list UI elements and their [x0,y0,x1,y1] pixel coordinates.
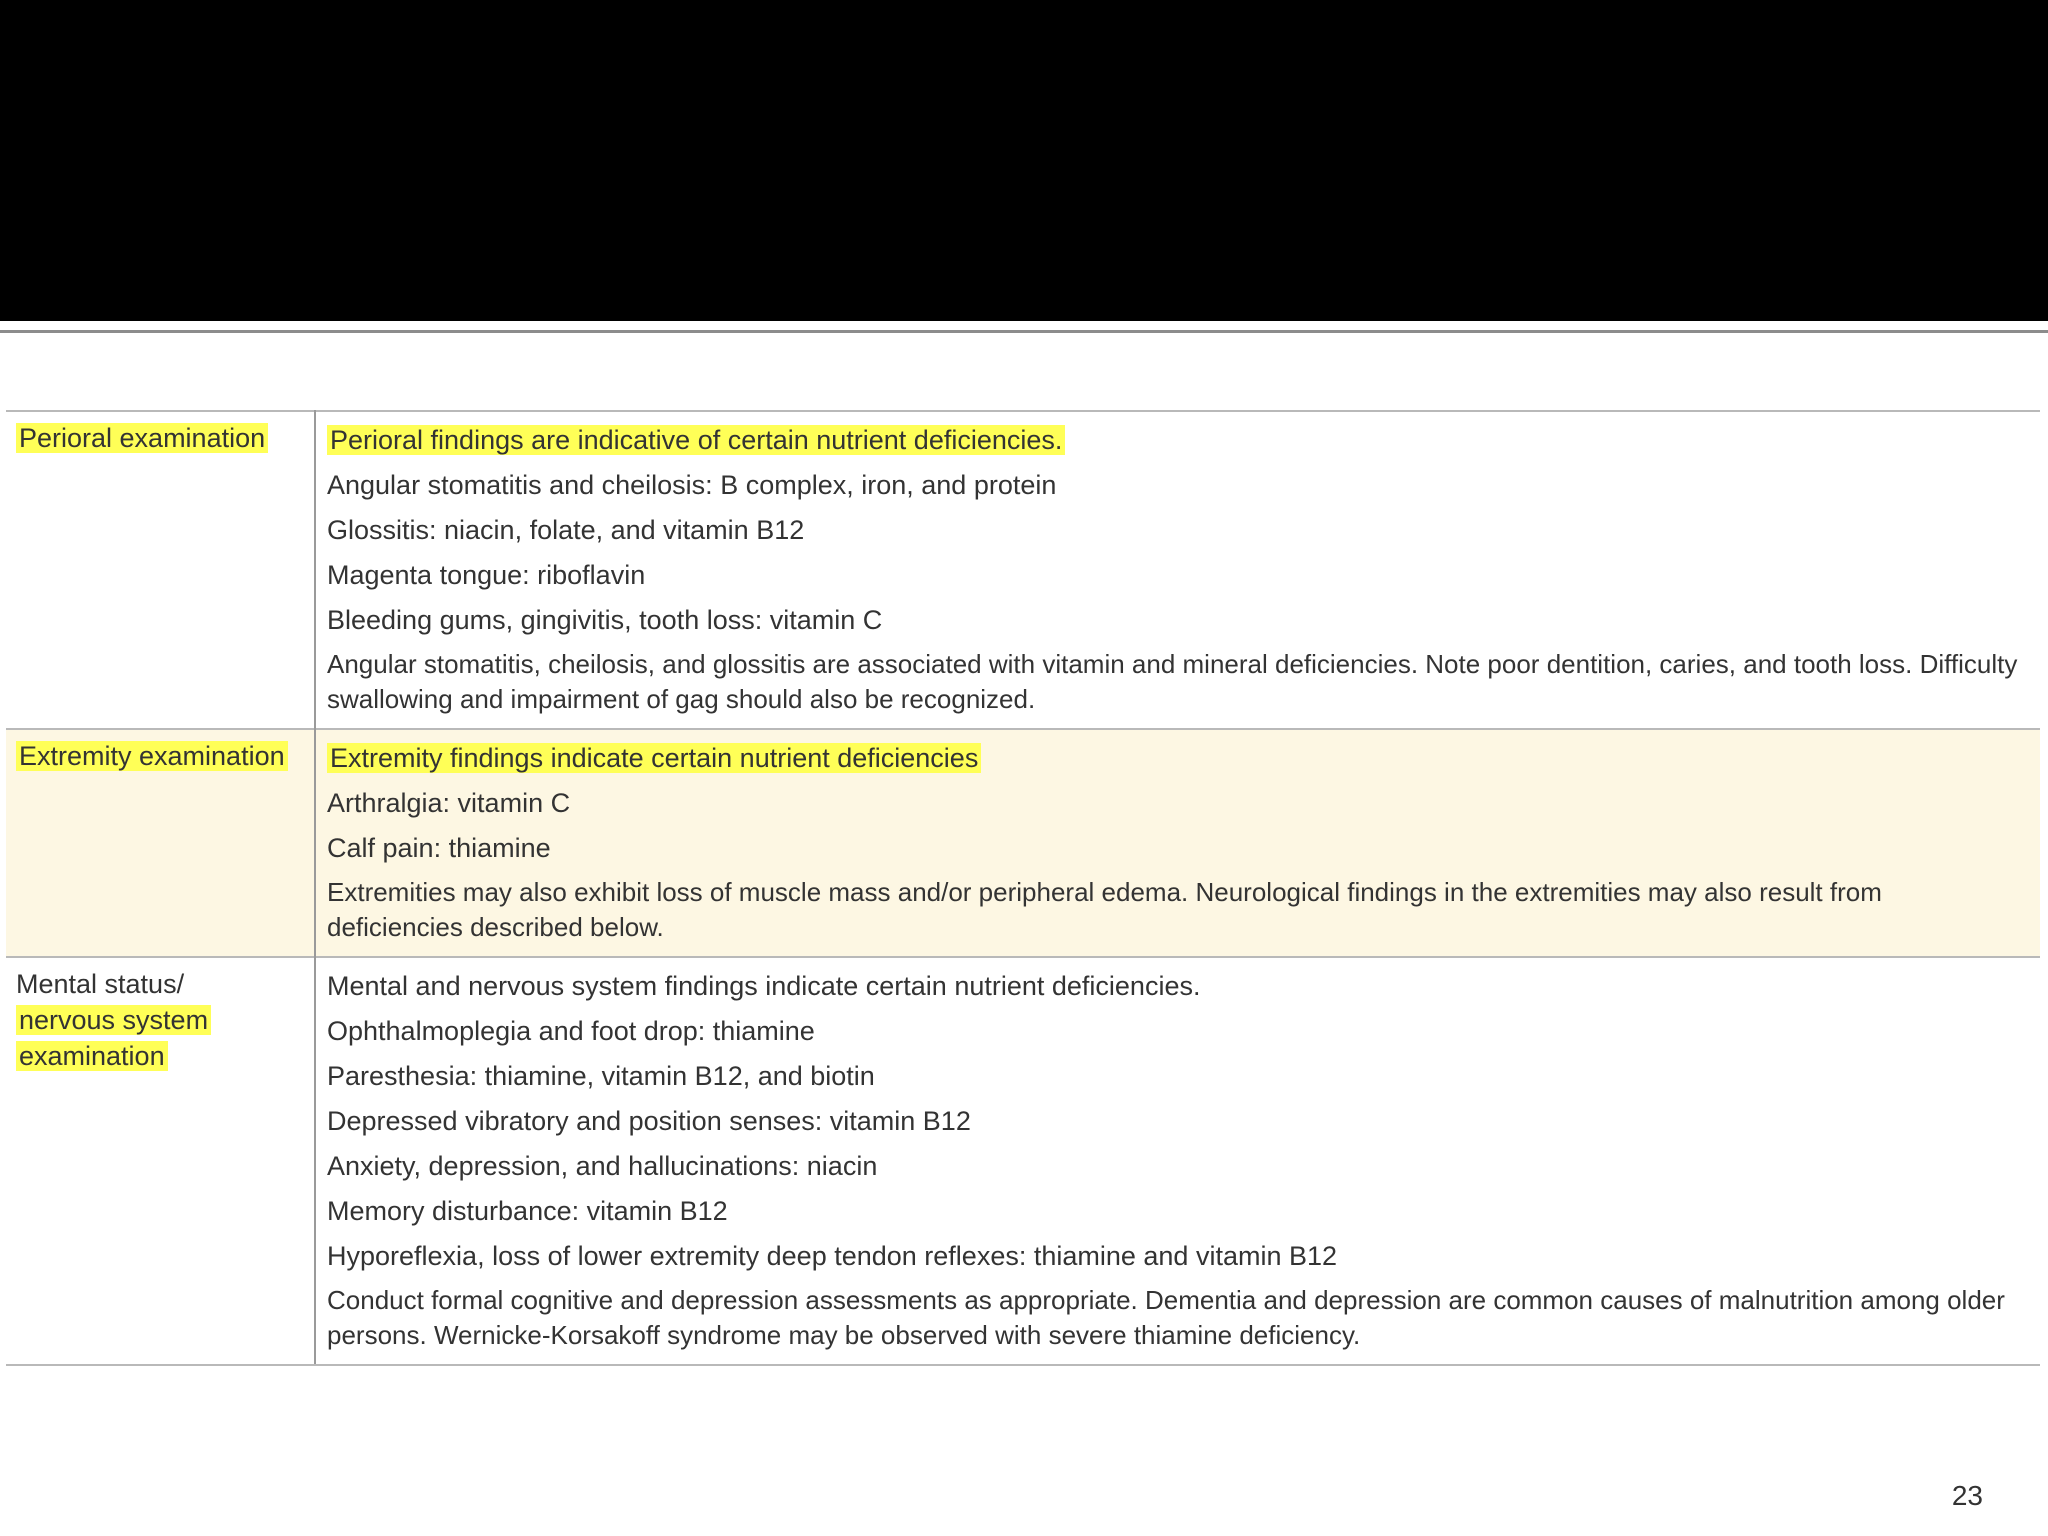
table-row-extremity [6,729,2040,957]
section-items-cell [315,957,2040,1365]
section-label-cell [6,957,315,1365]
section-label-cell [6,411,315,729]
section-label-plain: Mental status/ [16,969,185,999]
list-item: Angular stomatitis and cheilosis: B complex, iron, and protein [327,470,1057,500]
section-label [16,420,310,456]
section-heading-highlight: Extremity findings indicate certain nutrient deficiencies [327,743,981,773]
section-label [16,738,310,774]
list-item: Anxiety, depression, and hallucinations: niacin [327,1151,878,1181]
page-number: 23 [1951,1480,1983,1511]
table-row-perioral [6,411,2040,729]
list-item-note: Conduct formal cognitive and depression assessments as appropriate. Dementia and depression are common causes of malnutrition among older persons. Wernicke-Korsakoff syndrome may be observed with severe thiamine deficiency. [327,1285,2005,1350]
list-item: Ophthalmoplegia and foot drop: thiamine [327,1016,815,1046]
slide-title-bar [0,0,2048,321]
list-item: Calf pain: thiamine [327,833,551,863]
section-label-highlight: Perioral examination [16,423,268,453]
table-row-mental-status [6,957,2040,1365]
list-item: Hyporeflexia, loss of lower extremity deep tendon reflexes: thiamine and vitamin B12 [327,1241,1338,1271]
list-item: Magenta tongue: riboflavin [327,560,646,590]
section-heading: Mental and nervous system findings indicate certain nutrient deficiencies. [327,971,1201,1001]
list-item-note: Angular stomatitis, cheilosis, and glossitis are associated with vitamin and mineral deficiencies. Note poor dentition, caries, and tooth loss. Difficulty swallowing and impairment of gag should also be recognized. [327,649,2018,714]
section-items-cell [315,729,2040,957]
section-label-highlight: Extremity examination [16,741,288,771]
section-label-highlight: nervous system examination [16,1005,211,1071]
list-item-note: Extremities may also exhibit loss of muscle mass and/or peripheral edema. Neurological findings in the extremities may also result from deficiencies described below. [327,877,1882,942]
title-divider [0,330,2048,333]
section-heading [327,736,2022,781]
section-heading-highlight: Perioral findings are indicative of certain nutrient deficiencies. [327,425,1065,455]
section-label [16,966,310,1074]
section-label-cell [6,729,315,957]
list-item: Memory disturbance: vitamin B12 [327,1196,728,1226]
list-item: Paresthesia: thiamine, vitamin B12, and biotin [327,1061,875,1091]
findings-table [6,410,2040,1366]
list-item: Arthralgia: vitamin C [327,788,571,818]
list-item: Bleeding gums, gingivitis, tooth loss: vitamin C [327,605,883,635]
list-item: Depressed vibratory and position senses: vitamin B12 [327,1106,971,1136]
section-items-cell [315,411,2040,729]
list-item: Glossitis: niacin, folate, and vitamin B12 [327,515,805,545]
section-heading [327,418,2022,463]
